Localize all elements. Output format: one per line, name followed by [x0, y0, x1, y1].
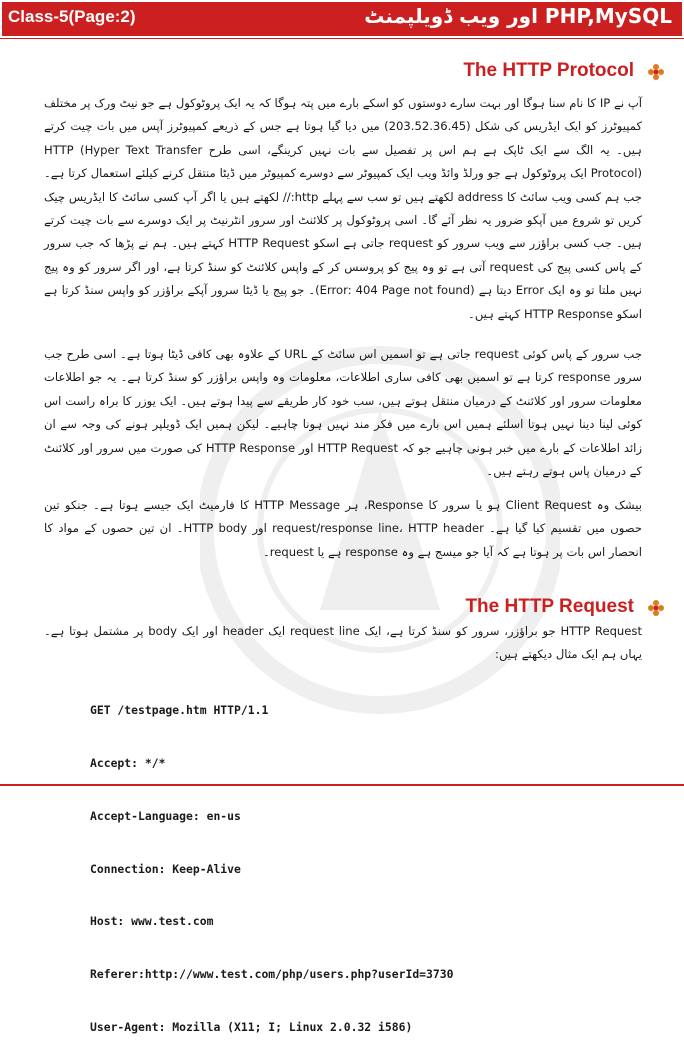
http-protocol-paragraph-2: جب سرور کے پاس کوئی request جاتی ہے تو اسمیں اس سائٹ کے URL کے علاوہ بھی کافی ڈیٹا ہوتا ہے۔ اسی طرح جب سرور response کرتا ہے تو اسمیں بھی کافی ساری اطلاعات، معلومات وہ واپس براؤزر کو سنڈ کرتا ہے۔ یہ جو اطلاعات معلومات سرور اور کلائنٹ کے درمیان منتقل ہوتے ہیں، سب خود کار طریقے سے پیدا ہوتے ہیں۔ ایک یوزر کا براہ راست اس کوئی لینا دینا نہیں ہوتا اسلئے ہمیں اس بارے میں فکر مند نہیں ہونا چاہیے۔ لیکن ہمیں ایک ڈویلپر ہونے کی وجہ سے ان زائد اطلاعات کے بارے میں خبر ہونی چاہیے جو کہ HTTP Request اور HTTP Response کی صورت میں سرور اور کلائنٹ کے درمیان پاس ہوتے رہتے ہیں۔ [44, 347, 643, 479]
code-line: User-Agent: Mozilla (X11; I; Linux 2.0.32 i586) [90, 1019, 413, 1034]
flower-bullet-icon [648, 600, 664, 616]
flower-bullet-icon [648, 64, 664, 80]
http-request-code-sample [90, 667, 453, 1054]
http-protocol-paragraph-3: بیشک وہ Client Request ہو یا سرور کا Response، ہر HTTP Message کا فارمیٹ ایک جیسے ہوتا ہے۔ جنکو تین حصوں میں تقسیم کیا گیا ہے۔ request/response line، HTTP header اور HTTP body۔ ان تین حصوں کے مواد کا انحصار اس بات پر ہوتا ہے کہ آیا جو میسج ہے وہ response ہے یا request۔ [44, 498, 643, 559]
code-line: Connection: Keep-Alive [90, 861, 241, 876]
page-header [0, 0, 684, 38]
http-request-paragraph-1: HTTP Request جو براؤزر، سرور کو سنڈ کرتا ہے، ایک request line ایک header اور ایک body پر مشتمل ہوتا ہے۔ یہاں ہم ایک مثال دیکھتے ہیں: [44, 624, 643, 662]
code-line: GET /testpage.htm HTTP/1.1 [90, 703, 269, 718]
code-line: Referer:http://www.test.com/php/users.php?userId=3730 [90, 967, 454, 982]
section-title-http-request: The HTTP Request [465, 596, 634, 617]
http-protocol-paragraph-1: آپ نے IP کا نام سنا ہوگا اور بہت سارے دوستوں کو اسکے بارے میں پتہ ہوگا کہ یہ ایک پروٹوکول ہے جو نیٹ ورک پر مختلف کمپیوٹرز کو ایک ایڈریس کی شکل (203.52.36.45) میں دیا گیا ہوتا ہے جس کے ذریعے کمپیوٹرز آپس میں بات چیت کرتے ہیں۔ یہ الگ سے ایک ٹاپک ہے ہم اس پر تفصیل سے بات نہیں کرینگے، اسی طرح HTTP (Hyper Text Transfer Protocol) ایک پروٹوکول ہے جو ورلڈ وائڈ ویب ایک کمپیوٹر سے دوسرے کمپیوٹر میں ڈیٹا منتقل کرنے کیلئے استعمال کرتا ہے۔ جب ہم کسی ویب سائٹ کا address لکھتے ہیں تو سب سے پہلے http:// لکھتے ہیں یا اگر آپ کسی سائٹ کا ایڈریس چیک کریں تو شروع میں آپکو ضرور یہ نظر آئے گا۔ اسی پروٹوکول پر کلائنٹ اور سرور انٹرنیٹ پر ایک دوسرے سے بات چیت کرتے ہیں۔ جب کسی براؤزر سے ویب سرور کو request جاتی ہے اسکو HTTP Request کہتے ہیں۔ ہم نے پڑھا کہ جب سرور کے پاس کسی پیج کی request آتی ہے تو وہ پیج کو پروسس کر کے واپس کلائنٹ کو سنڈ کرتا ہے، اور اگر سرور کو وہ پیج نہیں ملتا تو وہ ایک Error دیتا ہے (Error: 404 Page not found)۔ جو پیج یا ڈیٹا سرور آپکے براؤزر کو واپس سنڈ کرتا ہے اسکو HTTP Response کہتے ہیں۔ [44, 96, 642, 321]
page-title: PHP,MySQL اور ویب ڈویلپمنٹ [364, 4, 672, 28]
code-line: Accept-Language: en-us [90, 808, 241, 823]
bottom-divider [0, 784, 684, 786]
code-line: Host: www.test.com [90, 914, 214, 929]
code-line: Accept: */* [90, 755, 166, 770]
page-label: Class-5(Page:2) [8, 7, 136, 26]
section-title-http-protocol: The HTTP Protocol [463, 60, 634, 81]
